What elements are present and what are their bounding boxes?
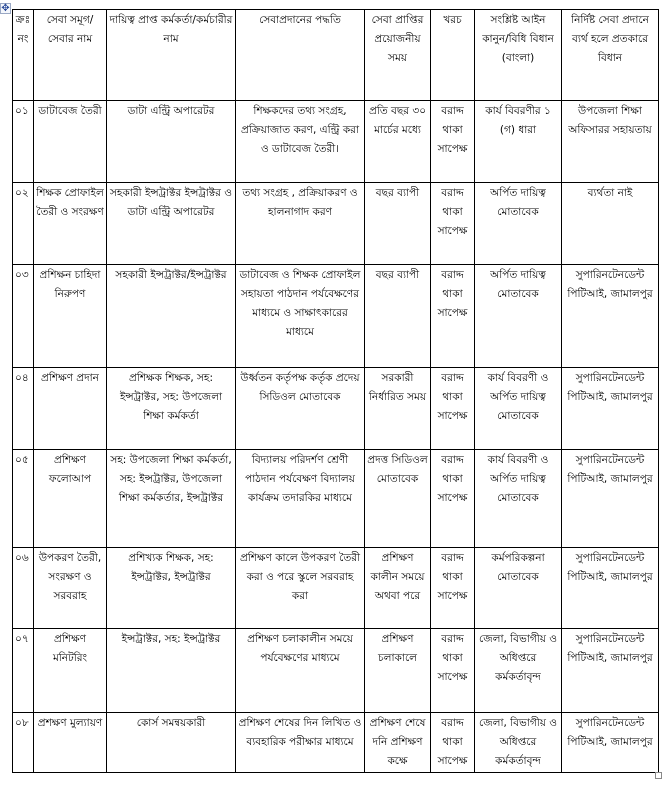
cell-required-time[interactable]: বছর ব্যাপী [365,183,431,265]
header-required-time[interactable]: সেবা প্রাপ্তির প্রয়োজনীয় সময় [365,10,431,101]
table-row [13,183,659,265]
cell-service-method[interactable]: বিদ্যালয় পরিদর্শণ শ্রেণী পাঠদান পর্যবেক্ষণ বিদ্যালয় কার্যক্রম তদারকির মাধ্যমে [236,450,365,548]
cell-required-time[interactable]: প্রশিক্ষণ কালীন সময়ে অথবা পরে [365,548,431,629]
cell-related-law[interactable]: কার্য বিবরণীর ১ (গ) ধারা [475,101,562,183]
table-row [13,101,659,183]
cell-related-law[interactable]: কার্য বিবরণী ও অর্পিত দায়িত্ব মোতাবেক [475,368,562,450]
cell-related-law[interactable]: অর্পিত দায়িত্ব মোতাবেক [475,265,562,368]
cell-remedy[interactable]: সুপারিনটেনডেন্ট পিটিআই, জামালপুর [562,713,659,773]
cell-cost[interactable]: বরাদ্দ থাকা সাপেক্ষ [431,713,475,773]
cell-service-method[interactable]: তথ্য সংগ্রহ , প্রক্রিয়াকরণ ও হালনাগাদ করণ [236,183,365,265]
cell-remedy[interactable]: উপজেলা শিক্ষা অফিসারর সহায়তায় [562,101,659,183]
cell-serial[interactable]: ০৮ [13,713,34,773]
table-row [13,629,659,713]
cell-responsible-officer[interactable]: সহকারী ইন্সট্রাক্টর ইন্সট্রাক্টর ও ডাটা এন্ট্রি অপারেটর [107,183,236,265]
cell-service-method[interactable]: উর্ধ্বতন কর্তৃপক্ষ কর্তৃক প্রদেয় সিডিওল মোতাবেক [236,368,365,450]
cell-responsible-officer[interactable]: প্রশিখ্যক শিক্ষক, সহ: ইন্সট্রাক্টর, ইন্সট্রাক্টর [107,548,236,629]
cell-cost[interactable]: বরাদ্দ থাকা সাপেক্ষ [431,101,475,183]
cell-remedy[interactable]: সুপারিনটেনডেন্ট পিটিআই, জামালপুর [562,450,659,548]
header-remedy[interactable]: নির্দিষ্ট সেবা প্রদানে ব্যর্থ হলে প্রতকারে বিধান [562,10,659,101]
cell-serial[interactable]: ০৪ [13,368,34,450]
cell-service-name[interactable]: প্রশক্ষণ মুল্যায়ণ [34,713,107,773]
cell-required-time[interactable]: প্রশিক্ষণ শেষে দনি প্রশিক্ষণ কক্ষে [365,713,431,773]
cell-serial[interactable]: ০২ [13,183,34,265]
table-row [13,548,659,629]
cell-service-name[interactable]: প্রশিক্ষণ প্রদান [34,368,107,450]
cell-service-method[interactable]: শিক্ষকদের তথ্য সংগ্রহ, প্রক্রিয়াজাত করণ, এন্ট্রি করা ও ডাটাবেজ তৈরী। [236,101,365,183]
cell-service-name[interactable]: ডাটাবেজ তৈরী [34,101,107,183]
table-resize-handle[interactable] [655,772,662,779]
table-row [13,713,659,773]
cell-service-name[interactable]: উপকরণ তৈরী, সংরক্ষণ ও সরবরাহ [34,548,107,629]
cell-required-time[interactable]: প্রদত্ত সিডিওল মোতাবেক [365,450,431,548]
table-row [13,265,659,368]
cell-cost[interactable]: বরাদ্দ থাকা সাপেক্ষ [431,265,475,368]
cell-cost[interactable]: বরাদ্দ থাকা সাপেক্ষ [431,629,475,713]
header-serial[interactable]: ক্রঃ নং [13,10,34,101]
cell-service-method[interactable]: প্রশিক্ষণ চলাকালীন সময়ে পর্যবেক্ষণের মাধ্যমে [236,629,365,713]
cell-required-time[interactable]: বছর ব্যাপী [365,265,431,368]
cell-serial[interactable]: ০১ [13,101,34,183]
table-row [13,450,659,548]
cell-responsible-officer[interactable]: সহকারী ইন্সট্রাক্টর/ইন্সট্রাক্টর [107,265,236,368]
header-service-method[interactable]: সেবাপ্রদানের পদ্ধতি [236,10,365,101]
header-service-name[interactable]: সেবা সমূগ/সেবার নাম [34,10,107,101]
cell-responsible-officer[interactable]: ডাটা এন্ট্রি অপারেটর [107,101,236,183]
table-move-handle-icon[interactable]: ✥ [1,3,10,14]
cell-responsible-officer[interactable]: ইন্সট্রাক্টর, সহ: ইন্সট্রাক্টর [107,629,236,713]
cell-required-time[interactable]: প্রতি বছর ৩০ মার্চের মধ্যে [365,101,431,183]
cell-service-method[interactable]: ডাটাবেজ ও শিক্ষক প্রোফাইল সহায়তা পাঠদান পর্যবেক্ষণের মাধ্যমে ও সাক্ষাৎকারের মাধ্যমে [236,265,365,368]
cell-remedy[interactable]: সুপারিনটেনডেন্ট পিটিআই, জামালপুর [562,629,659,713]
cell-remedy[interactable]: সুপারিনটেনডেন্ট পিটিআই, জামালপুর [562,265,659,368]
cell-serial[interactable]: ০৬ [13,548,34,629]
cell-responsible-officer[interactable]: সহ: উপজেলা শিক্ষা কর্মকর্তা, সহ: ইন্সট্রাক্টর, উপজেলা শিক্ষা কর্মকর্তার, ইন্সট্রাক্টর [107,450,236,548]
cell-cost[interactable]: বরাদ্দ থাকা সাপেক্ষ [431,548,475,629]
table-header-row [13,10,659,101]
cell-service-method[interactable]: প্রশিক্ষণ শেষের দিন লিখিত ও ব্যবহারিক পরীক্ষার মাধ্যমে [236,713,365,773]
cell-service-name[interactable]: প্রশিক্ষণ মনিটরিং [34,629,107,713]
cell-cost[interactable]: বরাদ্দ থাকা সাপেক্ষ [431,183,475,265]
cell-service-name[interactable]: প্রশিক্ষন চাহিদা নিরুপণ [34,265,107,368]
cell-related-law[interactable]: জেলা, বিভাগীয় ও অধিপ্তরে কর্মকর্তাবৃন্দ [475,629,562,713]
table-row [13,368,659,450]
cell-remedy[interactable]: সুপারিনটেনডেন্ট পিটিআই, জামালপুর [562,548,659,629]
cell-serial[interactable]: ০৫ [13,450,34,548]
header-related-law[interactable]: সংশ্লিষ্ট আইন কানুন/বিধি বিধান (বাংলা) [475,10,562,101]
cell-required-time[interactable]: সরকারী নির্ধারিত সময় [365,368,431,450]
cell-related-law[interactable]: কর্মপরিকল্পনা মোতাবেক [475,548,562,629]
header-responsible-officer[interactable]: দায়িত্ব প্রাপ্ত কর্মকর্তা/কর্মচারীর নাম [107,10,236,101]
cell-responsible-officer[interactable]: প্রশিক্ষক শিক্ষক, সহ: ইন্সট্রাক্টর, সহ: উপজেলা শিক্ষা কর্মকর্তা [107,368,236,450]
cell-responsible-officer[interactable]: কোর্স সমন্বয়কারী [107,713,236,773]
cell-remedy[interactable]: ব্যর্থতা নাই [562,183,659,265]
header-cost[interactable]: খরচ [431,10,475,101]
cell-service-name[interactable]: প্রশিক্ষণ ফলোআপ [34,450,107,548]
cell-related-law[interactable]: কার্য বিবরণী ও অর্পিত দায়িত্ব মোতাবেক [475,450,562,548]
cell-serial[interactable]: ০৩ [13,265,34,368]
cell-related-law[interactable]: জেলা, বিভাগীয় ও অধিপ্তরে কর্মকর্তাবৃন্দ [475,713,562,773]
service-table [12,9,659,773]
cell-cost[interactable]: বরাদ্দ থাকা সাপেক্ষ [431,450,475,548]
cell-remedy[interactable]: সুপারিনটেনডেন্ট পিটিআই, জামালপুর [562,368,659,450]
cell-related-law[interactable]: অর্পিত দায়িত্ব মোতাবেক [475,183,562,265]
cell-serial[interactable]: ০৭ [13,629,34,713]
cell-service-method[interactable]: প্রশিক্ষণ কালে উপকরণ তৈরী করা ও পরে স্কুলে সরবরাহ করা [236,548,365,629]
cell-service-name[interactable]: শিক্ষক প্রোফাইল তৈরী ও সংরক্ষণ [34,183,107,265]
cell-required-time[interactable]: প্রশিক্ষণ চলাকালে [365,629,431,713]
cell-cost[interactable]: বরাদ্দ থাকা সাপেক্ষ [431,368,475,450]
